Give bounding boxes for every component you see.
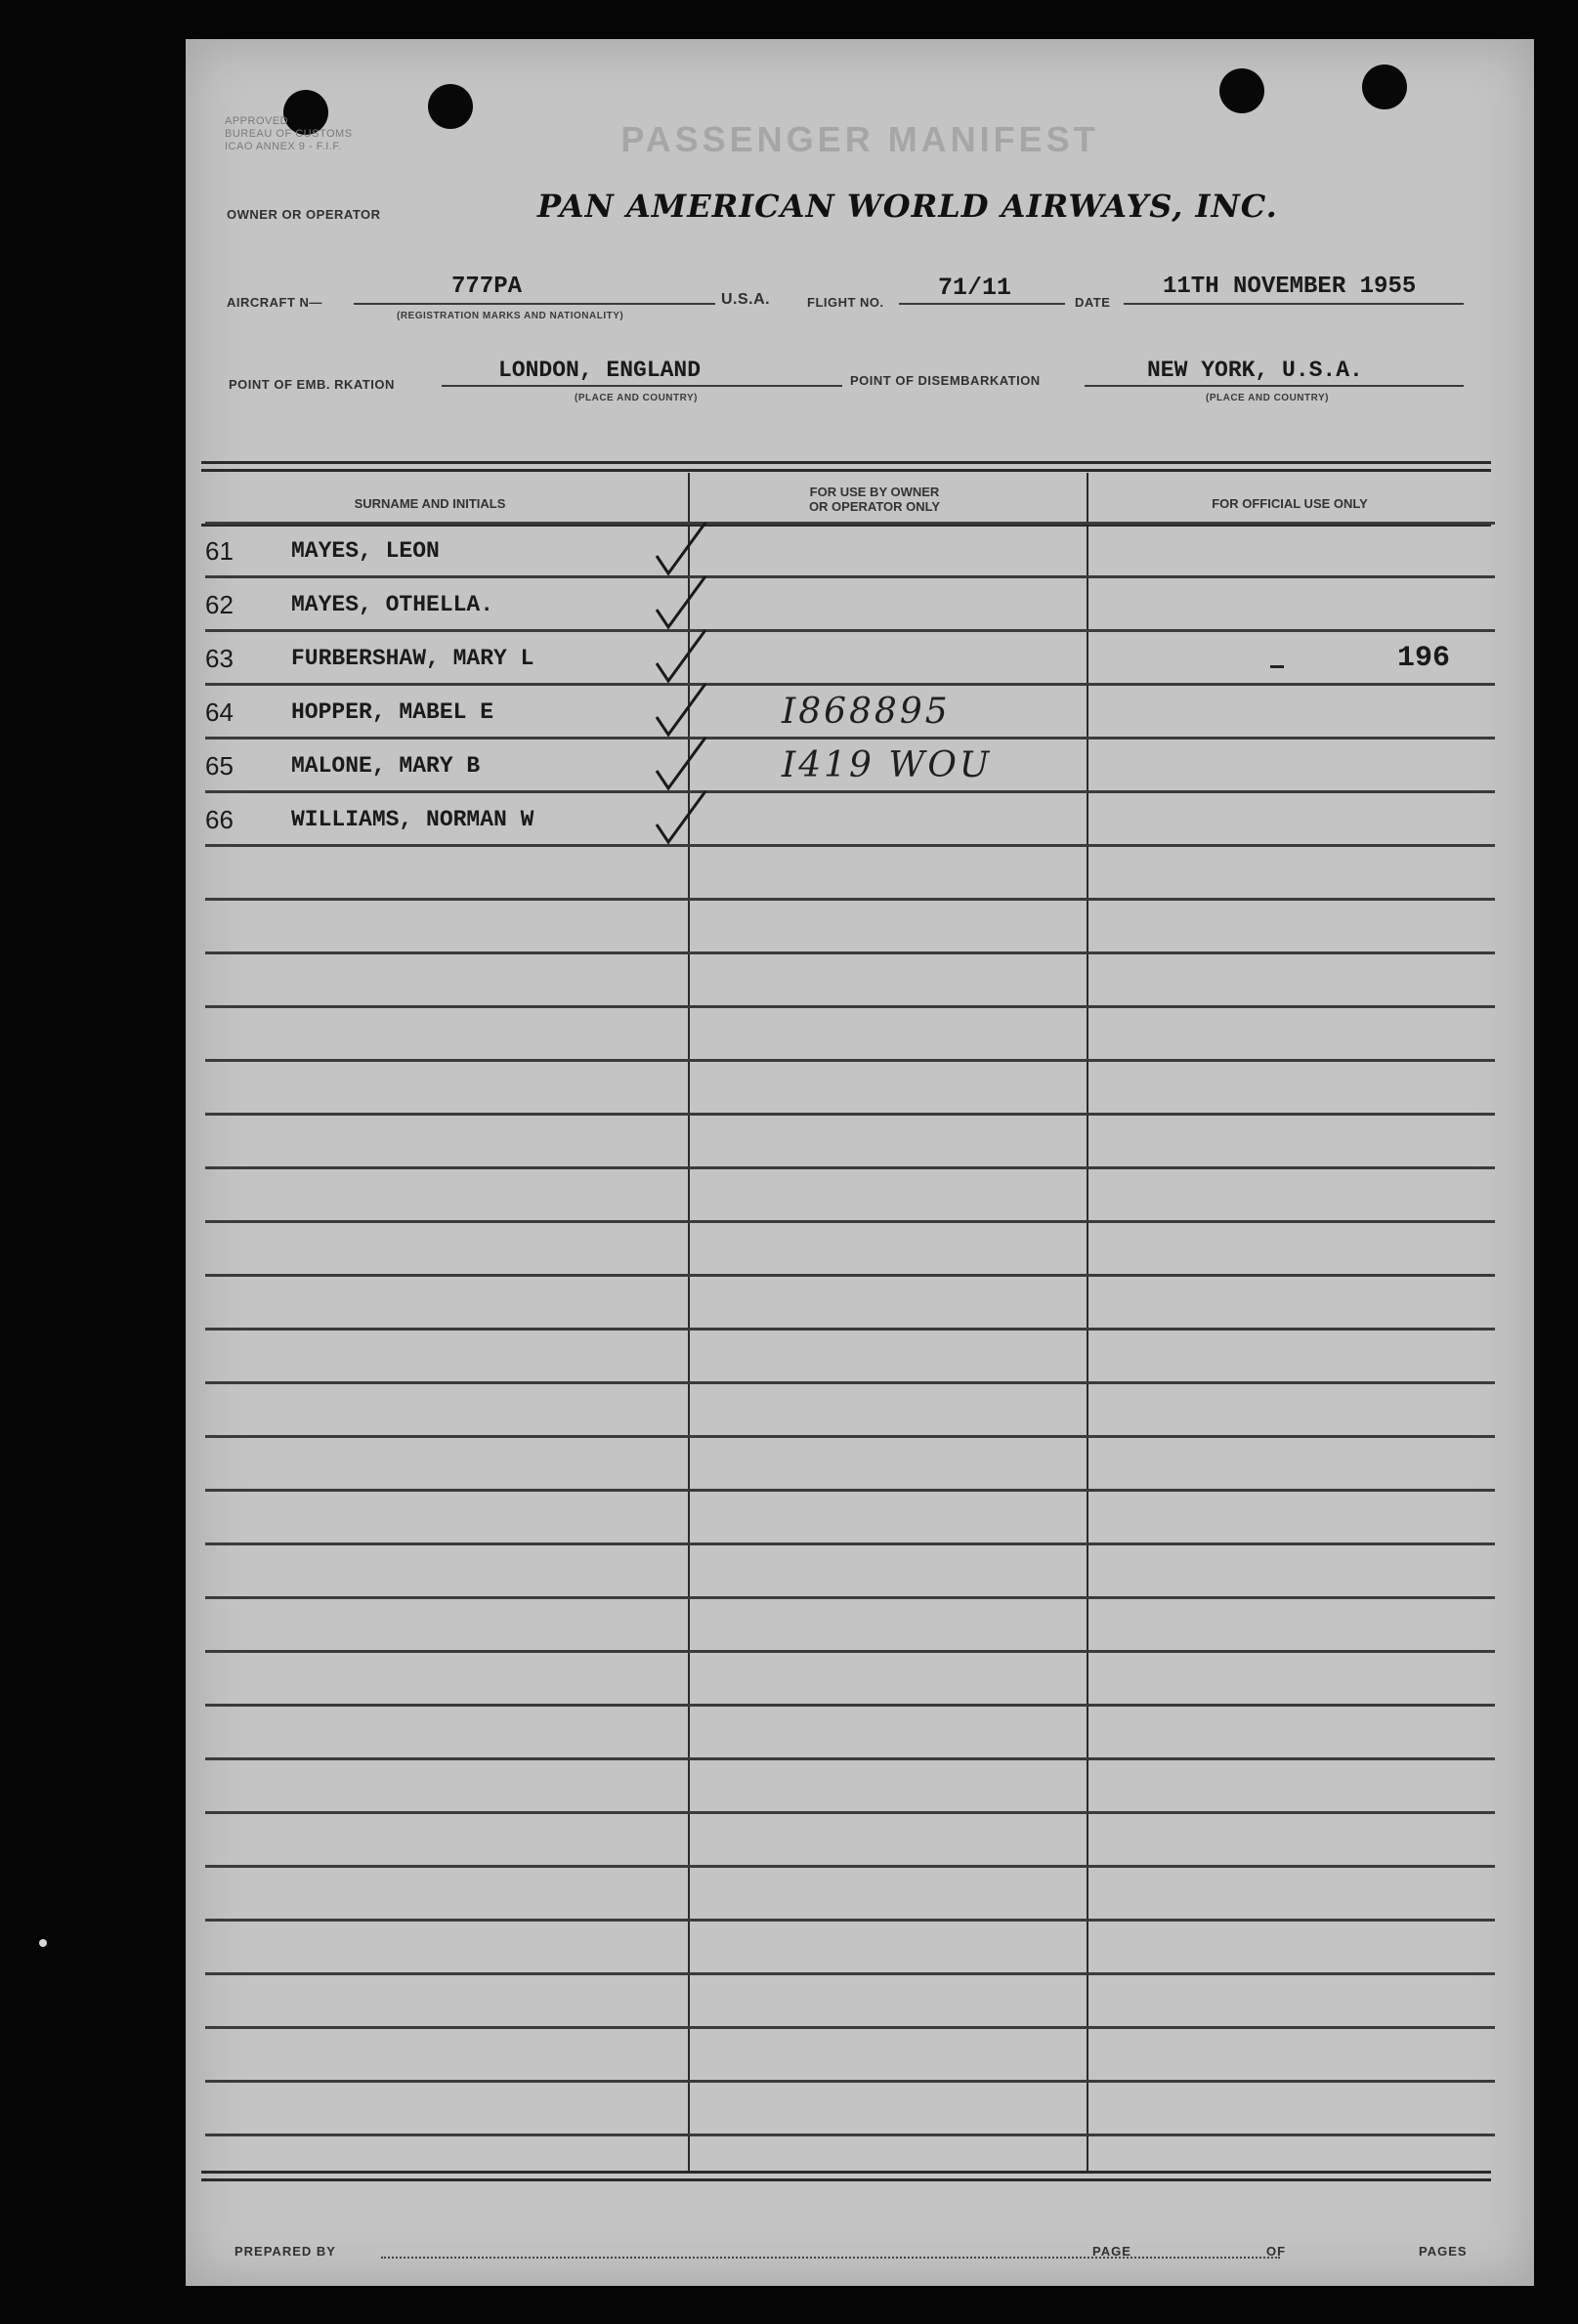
row-rule — [205, 2026, 1495, 2029]
disembarkation-label: POINT OF DISEMBARKATION — [850, 373, 1041, 388]
page-label: PAGE — [1092, 2244, 1131, 2259]
passenger-row — [186, 686, 1534, 739]
passenger-row — [186, 578, 1534, 632]
official-mark — [1270, 665, 1284, 668]
row-rule — [205, 1489, 1495, 1492]
row-rule — [205, 1919, 1495, 1922]
row-rule — [205, 1005, 1495, 1008]
disembarkation-caption: (PLACE AND COUNTRY) — [1206, 393, 1329, 403]
row-rule — [205, 898, 1495, 901]
official-note: 196 — [1396, 642, 1450, 675]
row-rule — [205, 2134, 1495, 2136]
passenger-number: 65 — [205, 751, 234, 781]
passenger-number: 64 — [205, 697, 234, 727]
passenger-number: 61 — [205, 536, 234, 566]
date-value: 11TH NOVEMBER 1955 — [1163, 274, 1417, 300]
flight-label: FLIGHT NO. — [807, 295, 884, 310]
approval-stamp: APPROVED BUREAU OF CUSTOMS ICAO ANNEX 9 - F.I.F. — [225, 115, 353, 152]
embarkation-value: LONDON, ENGLAND — [498, 358, 702, 383]
passenger-name: FURBERSHAW, MARY L — [291, 646, 534, 671]
passenger-row — [186, 793, 1534, 847]
row-rule — [205, 1113, 1495, 1116]
check-mark-icon — [655, 782, 713, 850]
row-rule — [205, 1542, 1495, 1545]
disembarkation-value: NEW YORK, U.S.A. — [1147, 358, 1363, 383]
passenger-number: 62 — [205, 590, 234, 619]
operator-note: I868895 — [782, 692, 951, 732]
row-rule — [205, 1972, 1495, 1975]
row-rule — [205, 1811, 1495, 1814]
row-rule — [205, 1704, 1495, 1707]
row-rule — [205, 1220, 1495, 1223]
passenger-number: 63 — [205, 644, 234, 673]
passenger-name: HOPPER, MABEL E — [291, 699, 494, 725]
aircraft-value: 777PA — [451, 274, 523, 300]
embarkation-label: POINT OF EMB. RKATION — [229, 377, 395, 392]
row-rule — [205, 1059, 1495, 1062]
form-title: PASSENGER MANIFEST — [620, 119, 1099, 159]
column-header-official: FOR OFFICIAL USE ONLY — [1212, 496, 1368, 511]
row-rule — [205, 1757, 1495, 1760]
passenger-row — [186, 739, 1534, 793]
owner-label: OWNER OR OPERATOR — [227, 207, 381, 222]
column-header-name: SURNAME AND INITIALS — [354, 496, 506, 511]
of-label: OF — [1266, 2244, 1287, 2259]
prepared-by-label: PREPARED BY — [235, 2244, 336, 2259]
operator-note: I419 WOU — [782, 745, 993, 785]
passenger-name: MAYES, LEON — [291, 538, 440, 564]
flight-value: 71/11 — [938, 274, 1012, 302]
embarkation-caption: (PLACE AND COUNTRY) — [575, 393, 698, 403]
punch-hole — [1219, 68, 1264, 113]
aircraft-country: U.S.A. — [721, 291, 771, 308]
passenger-name: MALONE, MARY B — [291, 753, 481, 779]
passenger-name: WILLIAMS, NORMAN W — [291, 807, 534, 832]
aircraft-label: AIRCRAFT N— — [227, 295, 322, 310]
row-rule — [205, 1650, 1495, 1653]
row-rule — [205, 951, 1495, 954]
scan-artifact-dot — [39, 1939, 47, 1947]
row-rule — [205, 1274, 1495, 1277]
punch-hole — [1362, 64, 1407, 109]
row-rule — [205, 1381, 1495, 1384]
row-rule — [205, 1596, 1495, 1599]
operator-name: PAN AMERICAN WORLD AIRWAYS, INC. — [537, 188, 1278, 225]
passenger-row — [186, 525, 1534, 578]
pages-label: PAGES — [1419, 2244, 1468, 2259]
manifest-page — [186, 39, 1534, 2286]
aircraft-caption: (REGISTRATION MARKS AND NATIONALITY) — [397, 311, 624, 321]
passenger-number: 66 — [205, 805, 234, 834]
date-label: DATE — [1075, 295, 1111, 310]
row-rule — [205, 1865, 1495, 1868]
passenger-name: MAYES, OTHELLA. — [291, 592, 494, 617]
row-rule — [205, 1435, 1495, 1438]
column-header-operator: FOR USE BY OWNER OR OPERATOR ONLY — [808, 485, 941, 514]
row-rule — [205, 2080, 1495, 2083]
passenger-row — [186, 632, 1534, 686]
row-rule — [205, 1166, 1495, 1169]
row-rule — [205, 1328, 1495, 1331]
